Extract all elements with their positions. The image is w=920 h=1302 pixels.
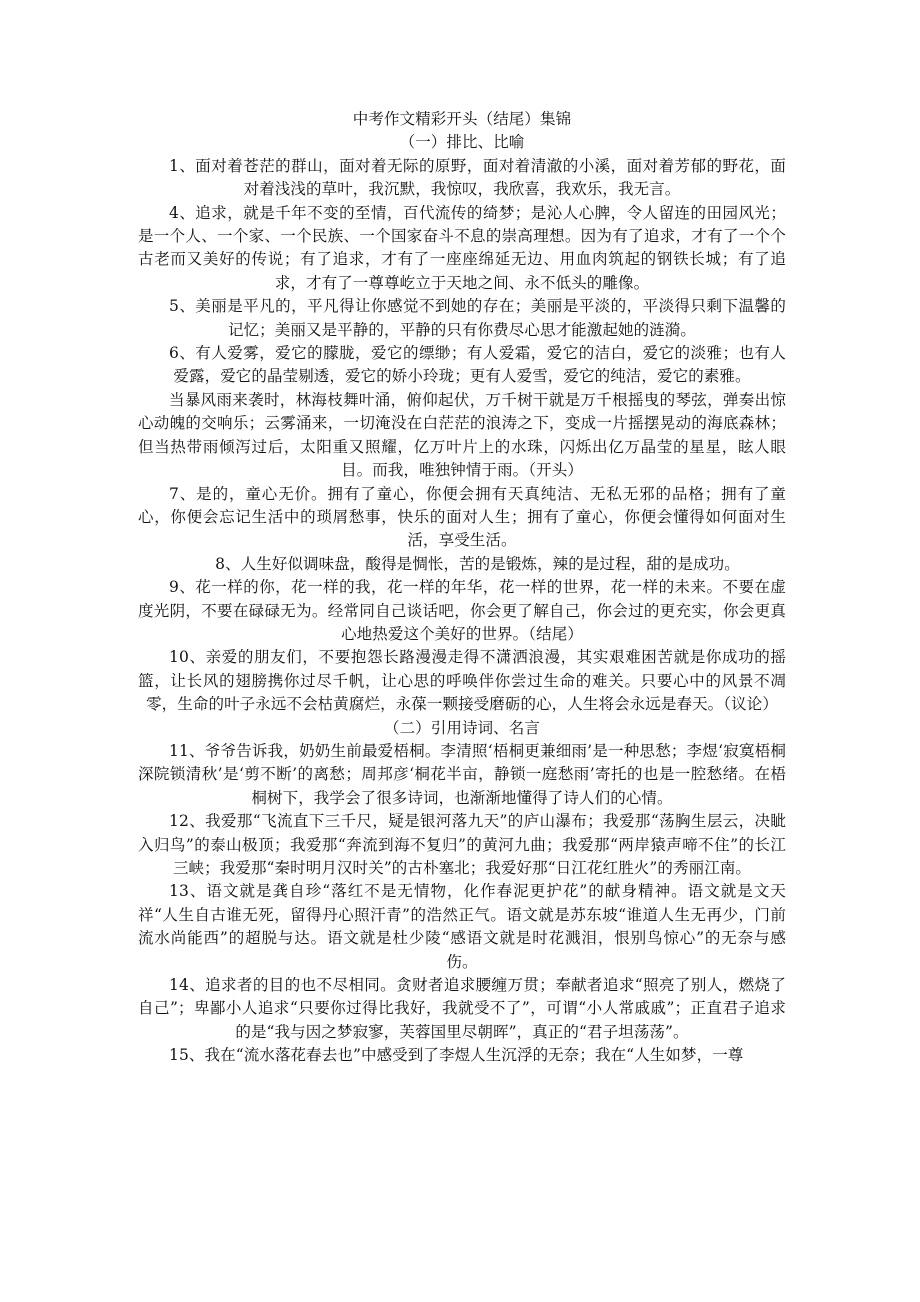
document-page xyxy=(138,108,786,1068)
paragraph-15: 15、我在“流水落花春去也”中感受到了李煜人生沉浮的无奈；我在“人生如梦，一尊 xyxy=(169,1046,744,1065)
paragraph-1: 1、面对着苍茫的群山，面对着无际的原野，面对着清澈的小溪，面对着芳郁的野花，面对着浅浅的草叶，我沉默，我惊叹，我欣喜，我欢乐，我无言。 xyxy=(169,156,786,199)
document-title: 中考作文精彩开头（结尾）集锦 xyxy=(352,110,572,128)
paragraph-12: 12、我爱那“飞流直下三千尺，疑是银河落九天”的庐山瀑布；我爱那“荡胸生层云，决眦入归鸟”的泰山极顶；我爱那“奔流到海不复归”的黄河九曲；我爱那“两岸猿声啼不住”的长江三峡；我爱那“秦时明月汉时关”的古朴塞北；我爱好那“日江花红胜火”的秀丽江南。 xyxy=(138,812,786,877)
paragraph-7: 7、是的，童心无价。拥有了童心，你便会拥有天真纯洁、无私无邪的品格；拥有了童心，你便会忘记生活中的琐屑愁事，快乐的面对人生；拥有了童心，你便会懂得如何面对生活，享受生活。 xyxy=(138,484,786,550)
paragraph-4: 4、追求，就是千年不变的至情，百代流传的绮梦；是沁人心脾，令人留连的田园风光；是一个人、一个家、一个民族、一个国家奋斗不息的崇高理想。因为有了追求，才有了一个个古老而又美好的传说；有了追求，才有了一座座绵延无边、用血肉筑起的钢铁长城；有了追求，才有了一尊尊屹立于天地之间、永不低头的雕像。 xyxy=(138,203,786,292)
paragraph-11: 11、爷爷告诉我，奶奶生前最爱梧桐。李清照‘梧桐更兼细雨’是一种思愁；李煜‘寂寞梧桐深院锁清秋’是‘剪不断’的离愁；周邦彦‘桐花半亩，静锁一庭愁雨’寄托的也是一腔愁绪。在梧桐树下，我学会了很多诗词，也渐渐地懂得了诗人们的心情。 xyxy=(138,741,786,807)
paragraph-14: 14、追求者的目的也不尽相同。贪财者追求腰缠万贯；奉献者追求“照亮了别人，燃烧了自己”；卑鄙小人追求“只要你过得比我好，我就受不了”，可谓“小人常戚戚”；正直君子追求的是“我与因之梦寂寥，芙蓉国里尽朝晖”，真正的“君子坦荡荡”。 xyxy=(138,976,786,1041)
paragraph-storm: 当暴风雨来袭时，林海枝舞叶涌，俯仰起伏，万千树干就是万千根摇曳的琴弦，弹奏出惊心动魄的交响乐；云雾涌来，一切淹没在白茫茫的浪涛之下，变成一片摇摆晃动的海底森林；但当热带雨倾泻过后，太阳重又照耀，亿万叶片上的水珠，闪烁出亿万晶莹的星星，眩人眼目。而我，唯独钟情于雨。（开头） xyxy=(138,390,786,480)
paragraph-5: 5、美丽是平凡的，平凡得让你感觉不到她的存在；美丽是平淡的，平淡得只剩下温馨的记忆；美丽又是平静的，平静的只有你费尽心思才能激起她的涟漪。 xyxy=(169,297,786,339)
section-title-quotes: （二）引用诗词、名言 xyxy=(383,718,540,737)
section-title-parallelism: （一）排比、比喻 xyxy=(399,133,525,152)
paragraph-6: 6、有人爱雾，爱它的朦胧，爱它的缥缈；有人爱霜，爱它的洁白，爱它的淡雅；也有人爱露，爱它的晶莹剔透，爱它的娇小玲珑；更有人爱雪，爱它的纯洁，爱它的素雅。 xyxy=(169,344,786,386)
paragraph-13: 13、语文就是龚自珍“落红不是无情物，化作春泥更护花”的献身精神。语文就是文天祥“人生自古谁无死，留得丹心照汗青”的浩然正气。语文就是苏东坡“谁道人生无再少，门前流水尚能西”的超脱与达。语文就是杜少陵“感语文就是时花溅泪，恨别鸟惊心”的无奈与感伤。 xyxy=(138,882,786,971)
paragraph-8: 8、人生好似调味盘，酸得是惆怅，苦的是锻炼，辣的是过程，甜的是成功。 xyxy=(215,554,740,573)
paragraph-10: 10、亲爱的朋友们，不要抱怨长路漫漫走得不潇洒浪漫，其实艰难困苦就是你成功的摇篮，让长风的翅膀携你过尽千帆，让心思的呼唤伴你尝过生命的难关。只要心中的风景不凋零，生命的叶子永远不会枯黄腐烂，永葆一颗接受磨砺的心，人生将会永远是春天。（议论） xyxy=(138,648,786,714)
paragraph-9: 9、花一样的你，花一样的我，花一样的年华，花一样的世界，花一样的未来。不要在虚度光阴，不要在碌碌无为。经常同自己谈话吧，你会更了解自己，你会过的更充实，你会更真心地热爱这个美好的世界。（结尾） xyxy=(138,578,786,643)
